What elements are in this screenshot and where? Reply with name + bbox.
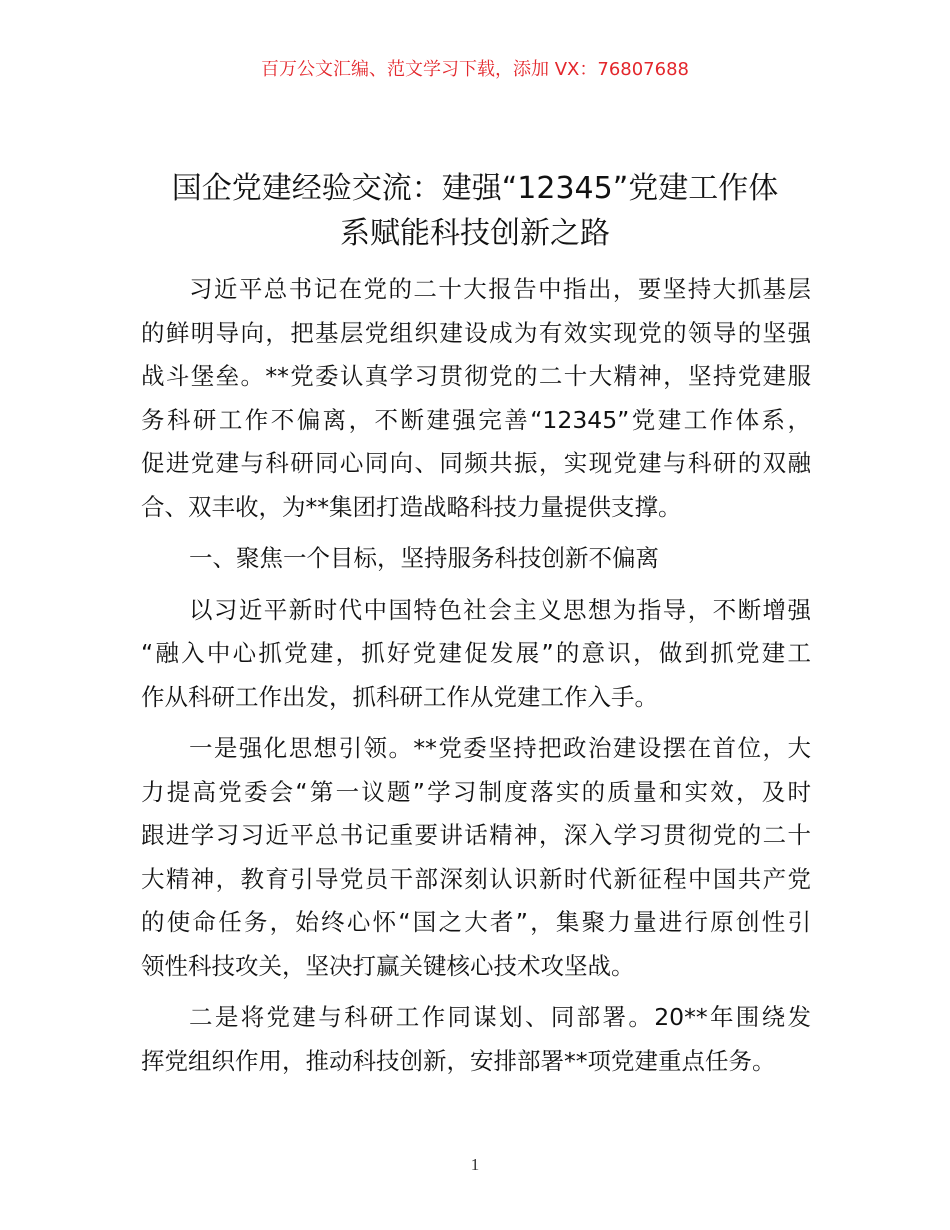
- title-line: 国企党建经验交流：建强“12345”党建工作体: [171, 171, 779, 206]
- title-line: 系赋能科技创新之路: [340, 216, 610, 251]
- page-number: 1: [470, 1155, 480, 1174]
- text-line: 务科研工作不偏离，不断建强完善“12345”党建工作体系，: [141, 405, 811, 434]
- text-line: 习近平总书记在党的二十大报告中指出，要坚持大抓基层: [189, 275, 811, 303]
- section-heading-1: [141, 537, 811, 581]
- paragraph-guidance: [141, 589, 811, 720]
- text-line: 领性科技攻关，坚决打赢关键核心技术攻坚战。: [141, 951, 635, 980]
- text-line: 促进党建与科研同心同向、同频共振，实现党建与科研的双融: [141, 449, 811, 477]
- text-line: 作从科研工作出发，抓科研工作从党建工作入手。: [141, 682, 658, 711]
- text-line: 大精神，教育引导党员干部深刻认识新时代新征程中国共产党: [141, 864, 811, 893]
- document-body: [141, 268, 811, 1091]
- text-line: 的鲜明导向，把基层党组织建设成为有效实现党的领导的坚强: [141, 318, 811, 347]
- text-line: 合、双丰收，为**集团打造战略科技力量提供支撑。: [141, 492, 682, 521]
- paragraph-point-1: [141, 727, 811, 988]
- text-line: 的使命任务，始终心怀“国之大者”，集聚力量进行原创性引: [141, 908, 811, 936]
- text-line: 跟进学习习近平总书记重要讲话精神，深入学习贯彻党的二十: [141, 821, 811, 849]
- text-line: 二是将党建与科研工作同谋划、同部署。20**年围绕发: [189, 1003, 811, 1031]
- text-line: 力提高党委会“第一议题”学习制度落实的质量和实效，及时: [141, 777, 811, 806]
- document-title: [120, 166, 830, 256]
- text-line: 一、聚焦一个目标，坚持服务科技创新不偏离: [189, 544, 659, 572]
- paragraph-intro: [141, 268, 811, 529]
- text-line: “融入中心抓党建，抓好党建促发展”的意识，做到抓党建工: [141, 639, 811, 667]
- paragraph-point-2: [141, 996, 811, 1083]
- text-line: 以习近平新时代中国特色社会主义思想为指导，不断增强: [189, 595, 811, 624]
- text-line: 战斗堡垒。**党委认真学习贯彻党的二十大精神，坚持党建服: [141, 362, 811, 390]
- watermark-header: 百万公文汇编、范文学习下载，添加 VX：76807688: [261, 59, 689, 80]
- text-line: 挥党组织作用，推动科技创新，安排部署**项党建重点任务。: [141, 1046, 776, 1075]
- text-line: 一是强化思想引领。**党委坚持把政治建设摆在首位，大: [189, 734, 811, 762]
